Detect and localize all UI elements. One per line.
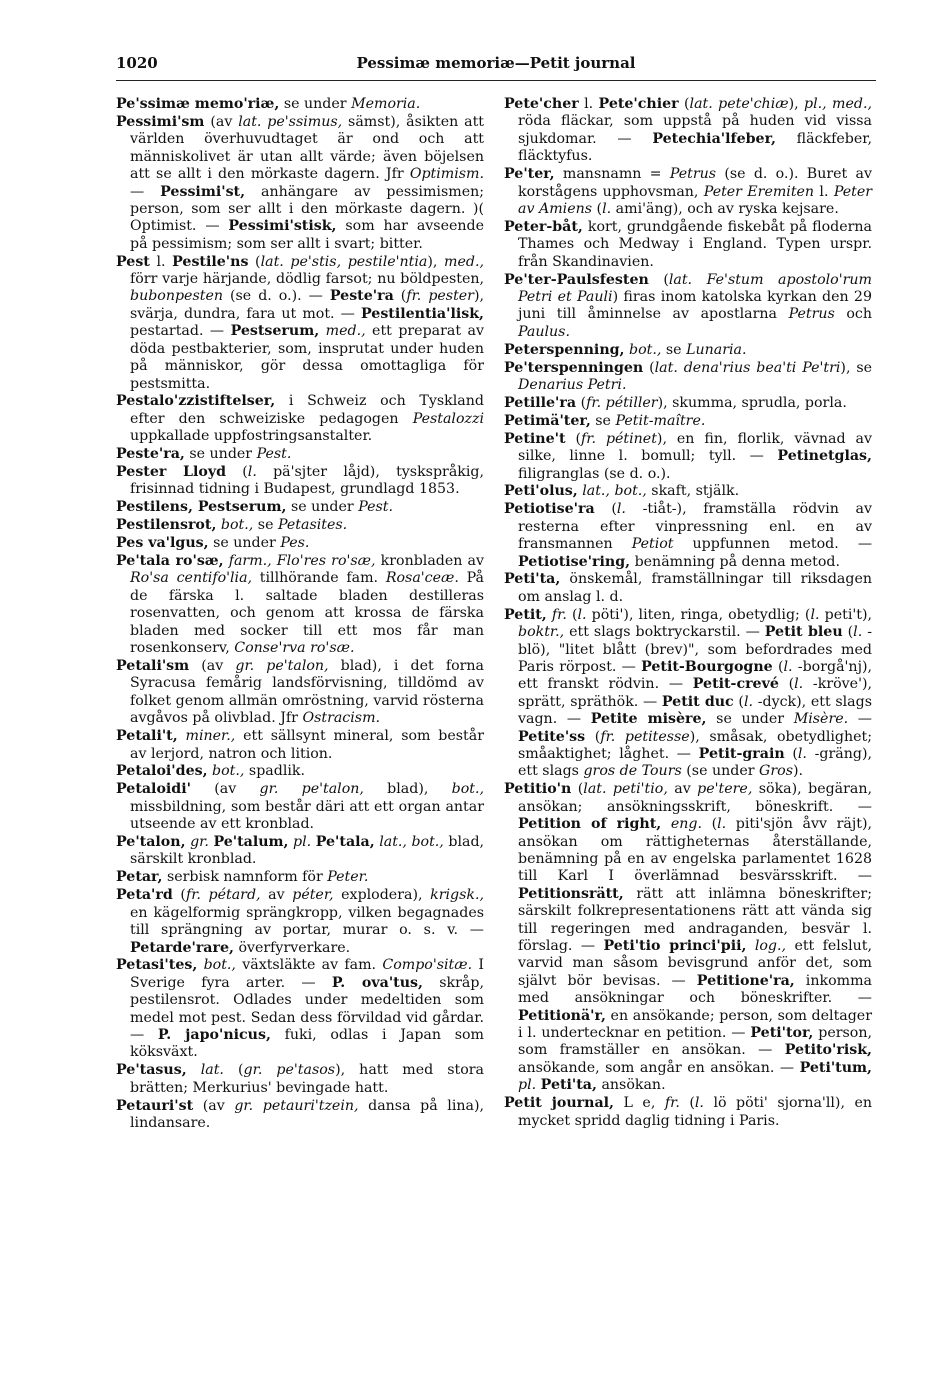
entry-definition: (fr. pétinet), en fin, florlik, vävnad av silke, linne l. bomull; tyll. — Petinetglas, filigranglas (se d. o.).: [518, 430, 872, 482]
dictionary-entry: [504, 1095, 872, 1130]
entry-definition: se under Pest.: [184, 446, 292, 463]
right-column: [504, 96, 872, 1130]
entry-definition: lat. (gr. pe'tasos), hatt med stora brätten; Merkurius' bevingade hatt.: [130, 1062, 485, 1096]
entry-headword: Petaloidi': [116, 781, 191, 798]
entry-headword: Petine't: [504, 430, 566, 447]
dictionary-entry: [116, 499, 484, 516]
entry-definition: (av gr. petauri'tzein, dansa på lina), lindansare.: [130, 1097, 484, 1132]
entry-headword: Pestilensrot,: [116, 517, 217, 534]
entry-headword: Petaloi'des,: [116, 763, 208, 780]
entry-definition: se under Memoria.: [279, 96, 421, 112]
entry-headword: Pe'terspenningen: [504, 359, 644, 376]
dictionary-entry: [504, 395, 872, 412]
dictionary-entry: [116, 393, 484, 445]
entry-definition: farm., Flo'res ro'sæ, kronbladen av Ro'sa centifo'lia, tillhörande fam. Rosa'ceæ. På de färska l. saltade bladen destilleras rosenvatten, och genom att krossa de färska bladen med socker till ett mos får man rosenkonserv, Conse'rva ro'sæ.: [130, 553, 485, 657]
entry-definition: mansnamn = Petrus (se d. o.). Buret av korstågens upphovsman, Peter Eremiten l. Peter av Amiens (l. ami'äng), och av ryska kejsare.: [518, 166, 872, 217]
entry-definition: (av gr. pe'talon, blad), i det forna Syracusa femårig landsförvisning, tilldömd av folket genom allmän omröstning, varvid rösterna avgåvos på olivblad. Jfr Ostracism.: [130, 658, 484, 727]
dictionary-entry: [504, 483, 872, 500]
entry-definition: bot., spadlik.: [212, 763, 306, 780]
entry-definition: l. Pete'chier (lat. pete'chiæ), pl., med., röda fläckar, som uppstå på huden vid vissa sjukdomar. — Petechia'lfeber, fläckfeber, fläcktyfus.: [518, 96, 872, 165]
entry-headword: Pe'tala ro'sæ,: [116, 553, 224, 570]
entry-definition: bot., se Lunaria.: [629, 341, 747, 358]
entry-headword: Petasi'tes,: [116, 957, 198, 974]
dictionary-entry: [116, 464, 484, 499]
page-header: [116, 54, 876, 80]
header-rule: [116, 80, 876, 81]
entry-headword: Petitio'n: [504, 781, 572, 798]
dictionary-entry: [116, 957, 484, 1061]
dictionary-entry: [504, 501, 872, 571]
entry-definition: se under Pest.: [286, 499, 393, 516]
dictionary-entry: [504, 431, 872, 483]
entry-definition: (fr. pétard, av péter, explodera), krigsk., en kägelformig sprängkropp, vilken begagnades till sprängning av portar, murar o. s. v. — Petarde'rare, överfyrverkare.: [130, 887, 484, 956]
entry-definition: se Petit-maître.: [590, 412, 706, 429]
dictionary-entry: [504, 342, 872, 359]
dictionary-entry: [504, 413, 872, 430]
entry-definition: bot., växtsläkte av fam. Compo'sitæ. I Sverige fyra arter. — P. ova'tus, skråp, pestilensrot. Odlades under medeltiden som medel mot pest. Sedan dess förvildad vid gårdar. — P. japo'nicus, fuki, odlas i Japan som köksväxt.: [130, 957, 484, 1061]
entry-definition: (l. pä'sjter låjd), tyskspråkig, frisinnad tidning i Budapest, grundlagd 1853.: [130, 464, 484, 498]
entry-definition: (av lat. pe'ssimus, sämst), åsikten att världen överhuvudtaget är ond och att människolivet är utan allt värde; även böjelsen att se allt i den mörkaste dagern. Jfr Optimism. — Pessimi'st, anhängare av pessimismen; person, som ser allt i den mörkaste dagern. )( Optimist. — Pessimi'stisk, som har avseende på pessimism; som ser allt i svart; bitter.: [130, 113, 485, 252]
entry-headword: Pete'cher: [504, 96, 579, 112]
entry-headword: Peterspenning,: [504, 341, 625, 358]
entry-definition: L e, fr. (l. lö pöti' sjorna'll), en mycket spridd daglig tidning i Paris.: [518, 1095, 872, 1129]
dictionary-entry: [504, 272, 872, 342]
entry-definition: (fr. pétiller), skumma, sprudla, porla.: [576, 394, 847, 411]
entry-definition: kort, grundgående fiskebåt på floderna Thames och Medway i England. Typen urspr. från Skandinavien.: [518, 218, 872, 270]
entry-headword: Pestalo'zzistiftelser,: [116, 393, 276, 410]
dictionary-entry: [116, 96, 484, 113]
entry-headword: Pe'tasus,: [116, 1062, 187, 1079]
dictionary-entry: [116, 728, 484, 763]
dictionary-entry: [116, 781, 484, 833]
entry-definition: fr. (l. pöti'), liten, ringa, obetydlig; (l. peti't), boktr., ett slags boktryckarstil. — Petit bleu (l. - blö), "litet blått (brev)", som befordrades med Paris rörpost. — Petit-Bourgogne (l. -borgå'nj), ett franskt rödvin. — Petit-crevé (l. -kröve'), sprätt, spräthök. — Petit duc (l. -dyck), ett slags vagn. — Petite misère, se under Misère. — Petite'ss (fr. petitesse), småsak, obetydlighet; småaktighet; låghet. — Petit-grain (l. -gräng), ett slags gros de Tours (se under Gros).: [518, 606, 873, 780]
running-head: Pessimæ memoriæ—Petit journal: [356, 54, 636, 72]
entry-definition: (l. -tiåt-), framställa rödvin av resterna efter vinpressning enl. en av fransmannen Petiot uppfunnen metod. — Petiotise'ring, benämning på denna metod.: [518, 501, 873, 570]
entry-headword: Pes va'lgus,: [116, 535, 209, 552]
entry-headword: Peter-båt,: [504, 218, 583, 235]
entry-headword: Peta'rd: [116, 887, 173, 904]
entry-headword: Petit journal,: [504, 1095, 614, 1112]
dictionary-entry: [116, 517, 484, 534]
entry-definition: (lat. dena'rius bea'ti Pe'tri), se Denarius Petri.: [518, 359, 872, 393]
entry-headword: Pessimi'sm: [116, 113, 205, 130]
dictionary-entry: [116, 446, 484, 463]
dictionary-entry: [504, 360, 872, 395]
dictionary-entry: [116, 763, 484, 780]
entry-definition: i Schweiz och Tyskland efter den schweiziske pedagogen Pestalozzi uppkallade uppfostringsanstalter.: [130, 393, 484, 445]
entry-headword: Pe'ter-Paulsfesten: [504, 271, 649, 288]
dictionary-entry: [116, 114, 484, 253]
entry-definition: önskemål, framställningar till riksdagen om anslag l. d.: [518, 571, 872, 605]
dictionary-entry: [504, 781, 872, 1094]
dictionary-entry: [504, 571, 872, 606]
entry-headword: Petiotise'ra: [504, 501, 595, 518]
dictionary-entry: [116, 834, 484, 869]
entry-definition: se under Pes.: [208, 535, 310, 552]
entry-headword: Pest: [116, 253, 150, 270]
entry-headword: Petimä'ter,: [504, 412, 591, 429]
page-number: 1020: [116, 54, 158, 72]
entry-headword: Peti'ta,: [504, 571, 561, 588]
dictionary-entry: [116, 535, 484, 552]
dictionary-entry: [116, 658, 484, 728]
entry-headword: Pestilens, Pestserum,: [116, 499, 287, 516]
dictionary-entry: [504, 607, 872, 781]
entry-definition: lat., bot., skaft, stjälk.: [582, 483, 740, 500]
entry-headword: Petali't,: [116, 728, 178, 745]
entry-definition: (lat. Fe'stum apostolo'rum Petri et Pauli) firas inom katolska kyrkan den 29 juni till åminnelse av apostlarna Petrus och Paulus.: [518, 271, 873, 340]
entry-definition: l. Pestile'ns (lat. pe'stis, pestile'ntia), med., förr varje härjande, dödlig farsot; nu böldpesten, bubonpesten (se d. o.). — Peste'ra (fr. pester), svärja, dundra, fara ut mot. — Pestilentia'lisk, pestartad. — Pestserum, med., ett preparat av döda pestbakterier, som, insprutat under huden på människor, gör dessa omottagliga för pestsmitta.: [130, 253, 485, 392]
entry-definition: bot., se Petasites.: [220, 517, 348, 534]
dictionary-entry: [116, 254, 484, 393]
dictionary-entry: [116, 869, 484, 886]
entry-definition: miner., ett sällsynt mineral, som består av lerjord, natron och lition.: [130, 728, 484, 762]
dictionary-entry: [504, 219, 872, 271]
dictionary-entry: [116, 887, 484, 957]
entry-headword: Petali'sm: [116, 658, 190, 674]
entry-headword: Petille'ra: [504, 394, 577, 411]
dictionary-entry: [116, 553, 484, 657]
dictionary-entry: [116, 1098, 484, 1133]
entry-headword: Petit,: [504, 606, 547, 623]
entry-definition: (av gr. pe'talon, blad), bot., missbildning, som består däri att ett organ antar utseende av ett kronblad.: [130, 781, 484, 833]
entry-headword: Pe'talon,: [116, 834, 186, 851]
entry-headword: Pester Lloyd: [116, 464, 227, 481]
dictionary-entry: [504, 166, 872, 218]
entry-headword: Petauri'st: [116, 1097, 194, 1114]
entry-headword: Petar,: [116, 869, 163, 886]
dictionary-entry: [504, 96, 872, 166]
entry-headword: Peti'olus,: [504, 483, 578, 500]
entry-headword: Pe'ssimæ memo'riæ,: [116, 96, 280, 112]
entry-headword: Pe'ter,: [504, 166, 555, 183]
entry-definition: serbisk namnform för Peter.: [162, 869, 369, 886]
entry-definition: gr. Pe'talum, pl. Pe'tala, lat., bot., blad, särskilt kronblad.: [130, 834, 485, 868]
entry-headword: Peste'ra,: [116, 446, 185, 463]
dictionary-entry: [116, 1062, 484, 1097]
entry-definition: (lat. peti'tio, av pe'tere, söka), begäran, ansökan; ansökningsskrift, böneskrift. — Petition of right, eng. (l. piti'sjön åvv räjt), ansökan om rättigheternas återställande, benämning på en av engelska parlamentet 1628 till Karl I överlämnad besvärsskrift. — Petitionsrätt, rätt att inlämna böneskrifter; särskilt folkrepresentationens rätt att vända sig till regeringen med andraganden, besvär l. förslag. — Peti'tio princi'pii, log., ett felslut, varvid man såsom bevisgrund anför det, som självt bör bevisas. — Petitione'ra, inkomma med ansökningar och böneskrifter. — Petitionä'r, en ansökande; person, som deltager i l. undertecknar en petition. — Peti'tor, person, som framställer en ansökan. — Petito'risk, ansökande, som angår en ansökan. — Peti'tum, pl. Peti'ta, ansökan.: [518, 781, 873, 1094]
left-column: [116, 96, 484, 1133]
